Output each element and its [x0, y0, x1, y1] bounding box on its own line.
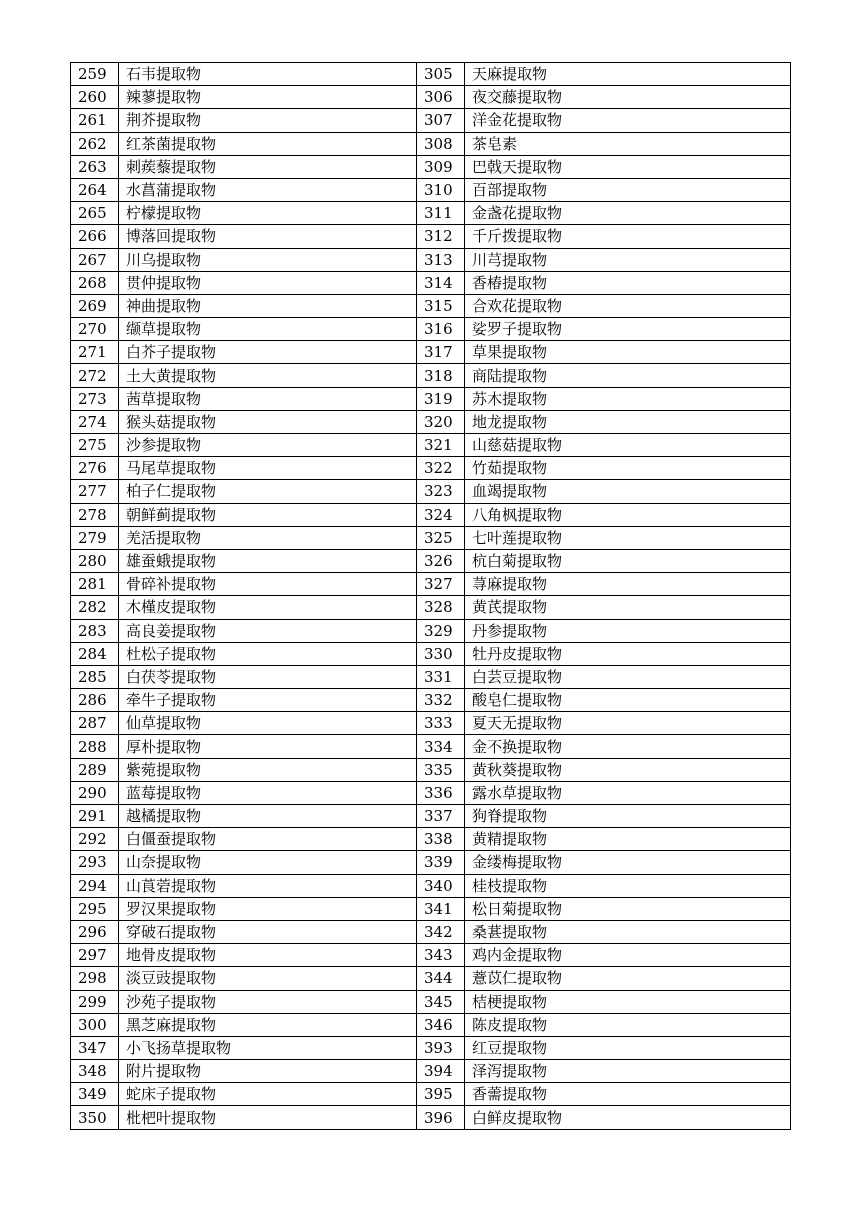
item-name-right: 白芸豆提取物: [465, 665, 791, 688]
item-number-right: 317: [417, 341, 465, 364]
item-number-right: 323: [417, 480, 465, 503]
item-number-left: 275: [71, 434, 119, 457]
item-number-left: 287: [71, 712, 119, 735]
item-number-left: 286: [71, 689, 119, 712]
item-name-right: 地龙提取物: [465, 410, 791, 433]
item-number-left: 278: [71, 503, 119, 526]
item-name-right: 草果提取物: [465, 341, 791, 364]
item-number-left: 274: [71, 410, 119, 433]
item-number-right: 327: [417, 573, 465, 596]
item-number-left: 272: [71, 364, 119, 387]
item-number-right: 322: [417, 457, 465, 480]
item-name-left: 白茯苓提取物: [119, 665, 417, 688]
table-row: [71, 851, 791, 874]
item-number-left: 271: [71, 341, 119, 364]
table-row: [71, 178, 791, 201]
item-number-left: 292: [71, 828, 119, 851]
item-name-left: 紫菀提取物: [119, 758, 417, 781]
item-name-right: 苏木提取物: [465, 387, 791, 410]
item-name-left: 越橘提取物: [119, 805, 417, 828]
item-number-right: 320: [417, 410, 465, 433]
item-number-right: 330: [417, 642, 465, 665]
table-row: [71, 1106, 791, 1129]
item-name-right: 松日菊提取物: [465, 897, 791, 920]
item-name-left: 杜松子提取物: [119, 642, 417, 665]
item-number-right: 340: [417, 874, 465, 897]
item-name-right: 川芎提取物: [465, 248, 791, 271]
table-row: [71, 689, 791, 712]
item-name-left: 地骨皮提取物: [119, 944, 417, 967]
item-name-left: 猴头菇提取物: [119, 410, 417, 433]
item-number-right: 339: [417, 851, 465, 874]
table-row: [71, 132, 791, 155]
item-name-left: 蛇床子提取物: [119, 1083, 417, 1106]
document-page: [70, 62, 790, 1130]
table-row: [71, 967, 791, 990]
item-number-right: 314: [417, 271, 465, 294]
item-name-left: 小飞扬草提取物: [119, 1036, 417, 1059]
item-name-right: 八角枫提取物: [465, 503, 791, 526]
item-number-left: 276: [71, 457, 119, 480]
table-row: [71, 63, 791, 86]
item-name-left: 茜草提取物: [119, 387, 417, 410]
table-row: [71, 526, 791, 549]
item-name-left: 厚朴提取物: [119, 735, 417, 758]
item-name-left: 贯仲提取物: [119, 271, 417, 294]
table-row: [71, 990, 791, 1013]
item-number-left: 300: [71, 1013, 119, 1036]
item-name-right: 血竭提取物: [465, 480, 791, 503]
item-number-left: 349: [71, 1083, 119, 1106]
item-name-right: 丹参提取物: [465, 619, 791, 642]
item-number-right: 316: [417, 318, 465, 341]
item-name-right: 白鲜皮提取物: [465, 1106, 791, 1129]
item-number-right: 324: [417, 503, 465, 526]
table-row: [71, 410, 791, 433]
item-number-right: 394: [417, 1060, 465, 1083]
table-row: [71, 457, 791, 480]
item-number-right: 319: [417, 387, 465, 410]
item-name-left: 荆芥提取物: [119, 109, 417, 132]
item-number-right: 310: [417, 178, 465, 201]
item-name-left: 博落回提取物: [119, 225, 417, 248]
item-number-right: 312: [417, 225, 465, 248]
item-number-left: 267: [71, 248, 119, 271]
table-row: [71, 480, 791, 503]
item-name-right: 七叶莲提取物: [465, 526, 791, 549]
item-name-right: 百部提取物: [465, 178, 791, 201]
table-row: [71, 712, 791, 735]
item-number-left: 277: [71, 480, 119, 503]
item-number-left: 288: [71, 735, 119, 758]
item-number-left: 281: [71, 573, 119, 596]
item-name-right: 夏天无提取物: [465, 712, 791, 735]
item-name-left: 木槿皮提取物: [119, 596, 417, 619]
table-row: [71, 109, 791, 132]
table-row: [71, 874, 791, 897]
item-number-right: 334: [417, 735, 465, 758]
table-row: [71, 642, 791, 665]
item-number-right: 318: [417, 364, 465, 387]
item-name-right: 黄精提取物: [465, 828, 791, 851]
item-number-left: 279: [71, 526, 119, 549]
item-number-right: 337: [417, 805, 465, 828]
table-row: [71, 1083, 791, 1106]
item-name-right: 酸皂仁提取物: [465, 689, 791, 712]
item-number-left: 282: [71, 596, 119, 619]
item-name-right: 金不换提取物: [465, 735, 791, 758]
item-name-left: 石韦提取物: [119, 63, 417, 86]
item-number-left: 265: [71, 202, 119, 225]
item-number-right: 332: [417, 689, 465, 712]
table-row: [71, 619, 791, 642]
item-number-right: 346: [417, 1013, 465, 1036]
item-number-left: 284: [71, 642, 119, 665]
table-body: [71, 63, 791, 1130]
item-name-right: 洋金花提取物: [465, 109, 791, 132]
item-name-right: 黄芪提取物: [465, 596, 791, 619]
item-number-right: 345: [417, 990, 465, 1013]
item-number-left: 285: [71, 665, 119, 688]
item-number-left: 289: [71, 758, 119, 781]
item-name-right: 薏苡仁提取物: [465, 967, 791, 990]
item-number-right: 341: [417, 897, 465, 920]
item-name-left: 仙草提取物: [119, 712, 417, 735]
item-number-right: 306: [417, 86, 465, 109]
item-name-right: 香薷提取物: [465, 1083, 791, 1106]
table-row: [71, 503, 791, 526]
item-number-left: 297: [71, 944, 119, 967]
item-name-left: 辣蓼提取物: [119, 86, 417, 109]
item-number-left: 295: [71, 897, 119, 920]
table-row: [71, 549, 791, 572]
item-number-right: 396: [417, 1106, 465, 1129]
table-row: [71, 758, 791, 781]
item-number-left: 293: [71, 851, 119, 874]
item-name-right: 金盏花提取物: [465, 202, 791, 225]
item-number-left: 266: [71, 225, 119, 248]
item-number-left: 298: [71, 967, 119, 990]
item-name-right: 桑葚提取物: [465, 920, 791, 943]
extract-list-table: [70, 62, 791, 1130]
item-name-left: 山莨菪提取物: [119, 874, 417, 897]
item-name-right: 黄秋葵提取物: [465, 758, 791, 781]
item-name-left: 雄蚕蛾提取物: [119, 549, 417, 572]
table-row: [71, 248, 791, 271]
table-row: [71, 387, 791, 410]
table-row: [71, 434, 791, 457]
item-name-right: 茶皂素: [465, 132, 791, 155]
item-number-right: 325: [417, 526, 465, 549]
item-name-left: 沙苑子提取物: [119, 990, 417, 1013]
item-number-right: 393: [417, 1036, 465, 1059]
item-number-right: 335: [417, 758, 465, 781]
item-number-left: 259: [71, 63, 119, 86]
table-row: [71, 1013, 791, 1036]
item-name-right: 千斤拨提取物: [465, 225, 791, 248]
item-number-right: 315: [417, 294, 465, 317]
item-name-left: 土大黄提取物: [119, 364, 417, 387]
item-name-left: 高良姜提取物: [119, 619, 417, 642]
item-name-left: 神曲提取物: [119, 294, 417, 317]
table-row: [71, 920, 791, 943]
item-number-left: 283: [71, 619, 119, 642]
item-number-right: 311: [417, 202, 465, 225]
item-name-left: 罗汉果提取物: [119, 897, 417, 920]
item-number-left: 270: [71, 318, 119, 341]
item-number-right: 309: [417, 155, 465, 178]
table-row: [71, 596, 791, 619]
item-name-right: 荨麻提取物: [465, 573, 791, 596]
table-row: [71, 897, 791, 920]
item-name-left: 白僵蚕提取物: [119, 828, 417, 851]
table-row: [71, 225, 791, 248]
item-name-left: 水菖蒲提取物: [119, 178, 417, 201]
item-name-left: 黑芝麻提取物: [119, 1013, 417, 1036]
item-number-right: 342: [417, 920, 465, 943]
item-name-left: 刺蒺藜提取物: [119, 155, 417, 178]
item-number-left: 262: [71, 132, 119, 155]
item-number-right: 328: [417, 596, 465, 619]
item-number-right: 331: [417, 665, 465, 688]
item-name-right: 竹茹提取物: [465, 457, 791, 480]
item-number-left: 296: [71, 920, 119, 943]
item-name-right: 香椿提取物: [465, 271, 791, 294]
item-number-right: 338: [417, 828, 465, 851]
item-number-left: 299: [71, 990, 119, 1013]
table-row: [71, 828, 791, 851]
item-name-right: 桔梗提取物: [465, 990, 791, 1013]
table-row: [71, 781, 791, 804]
item-number-left: 273: [71, 387, 119, 410]
item-name-left: 缬草提取物: [119, 318, 417, 341]
item-name-left: 羌活提取物: [119, 526, 417, 549]
item-name-left: 马尾草提取物: [119, 457, 417, 480]
table-row: [71, 1060, 791, 1083]
item-number-left: 269: [71, 294, 119, 317]
table-row: [71, 294, 791, 317]
item-name-left: 穿破石提取物: [119, 920, 417, 943]
item-number-left: 350: [71, 1106, 119, 1129]
item-number-left: 294: [71, 874, 119, 897]
table-row: [71, 805, 791, 828]
item-number-right: 305: [417, 63, 465, 86]
table-row: [71, 341, 791, 364]
item-name-left: 山奈提取物: [119, 851, 417, 874]
item-number-right: 333: [417, 712, 465, 735]
table-row: [71, 944, 791, 967]
item-name-left: 枇杷叶提取物: [119, 1106, 417, 1129]
item-number-left: 280: [71, 549, 119, 572]
item-name-right: 红豆提取物: [465, 1036, 791, 1059]
item-name-left: 川乌提取物: [119, 248, 417, 271]
item-number-right: 344: [417, 967, 465, 990]
item-name-right: 牡丹皮提取物: [465, 642, 791, 665]
item-number-left: 264: [71, 178, 119, 201]
item-name-left: 沙参提取物: [119, 434, 417, 457]
item-number-right: 321: [417, 434, 465, 457]
table-row: [71, 665, 791, 688]
item-name-left: 红茶菌提取物: [119, 132, 417, 155]
item-number-right: 336: [417, 781, 465, 804]
item-number-left: 291: [71, 805, 119, 828]
item-number-left: 260: [71, 86, 119, 109]
item-name-right: 商陆提取物: [465, 364, 791, 387]
item-number-left: 348: [71, 1060, 119, 1083]
table-row: [71, 318, 791, 341]
item-name-left: 附片提取物: [119, 1060, 417, 1083]
item-name-right: 泽泻提取物: [465, 1060, 791, 1083]
item-name-left: 蓝莓提取物: [119, 781, 417, 804]
item-number-left: 263: [71, 155, 119, 178]
item-number-right: 307: [417, 109, 465, 132]
table-row: [71, 202, 791, 225]
item-name-right: 天麻提取物: [465, 63, 791, 86]
item-name-right: 露水草提取物: [465, 781, 791, 804]
table-row: [71, 271, 791, 294]
table-row: [71, 364, 791, 387]
table-row: [71, 1036, 791, 1059]
item-number-left: 347: [71, 1036, 119, 1059]
item-number-right: 326: [417, 549, 465, 572]
item-name-left: 朝鲜蓟提取物: [119, 503, 417, 526]
item-number-right: 343: [417, 944, 465, 967]
item-name-left: 骨碎补提取物: [119, 573, 417, 596]
item-name-right: 桂枝提取物: [465, 874, 791, 897]
item-name-right: 杭白菊提取物: [465, 549, 791, 572]
item-name-right: 鸡内金提取物: [465, 944, 791, 967]
table-row: [71, 735, 791, 758]
table-row: [71, 155, 791, 178]
item-name-right: 巴戟天提取物: [465, 155, 791, 178]
table-row: [71, 573, 791, 596]
item-name-right: 娑罗子提取物: [465, 318, 791, 341]
item-number-left: 268: [71, 271, 119, 294]
item-number-left: 261: [71, 109, 119, 132]
item-name-right: 狗脊提取物: [465, 805, 791, 828]
item-name-left: 柏子仁提取物: [119, 480, 417, 503]
item-number-right: 308: [417, 132, 465, 155]
table-row: [71, 86, 791, 109]
item-name-right: 夜交藤提取物: [465, 86, 791, 109]
item-name-left: 淡豆豉提取物: [119, 967, 417, 990]
item-name-right: 山慈菇提取物: [465, 434, 791, 457]
item-number-right: 313: [417, 248, 465, 271]
item-name-left: 牵牛子提取物: [119, 689, 417, 712]
item-number-left: 290: [71, 781, 119, 804]
item-name-right: 金缕梅提取物: [465, 851, 791, 874]
item-name-right: 陈皮提取物: [465, 1013, 791, 1036]
item-name-left: 柠檬提取物: [119, 202, 417, 225]
item-name-right: 合欢花提取物: [465, 294, 791, 317]
item-number-right: 395: [417, 1083, 465, 1106]
item-name-left: 白芥子提取物: [119, 341, 417, 364]
item-number-right: 329: [417, 619, 465, 642]
